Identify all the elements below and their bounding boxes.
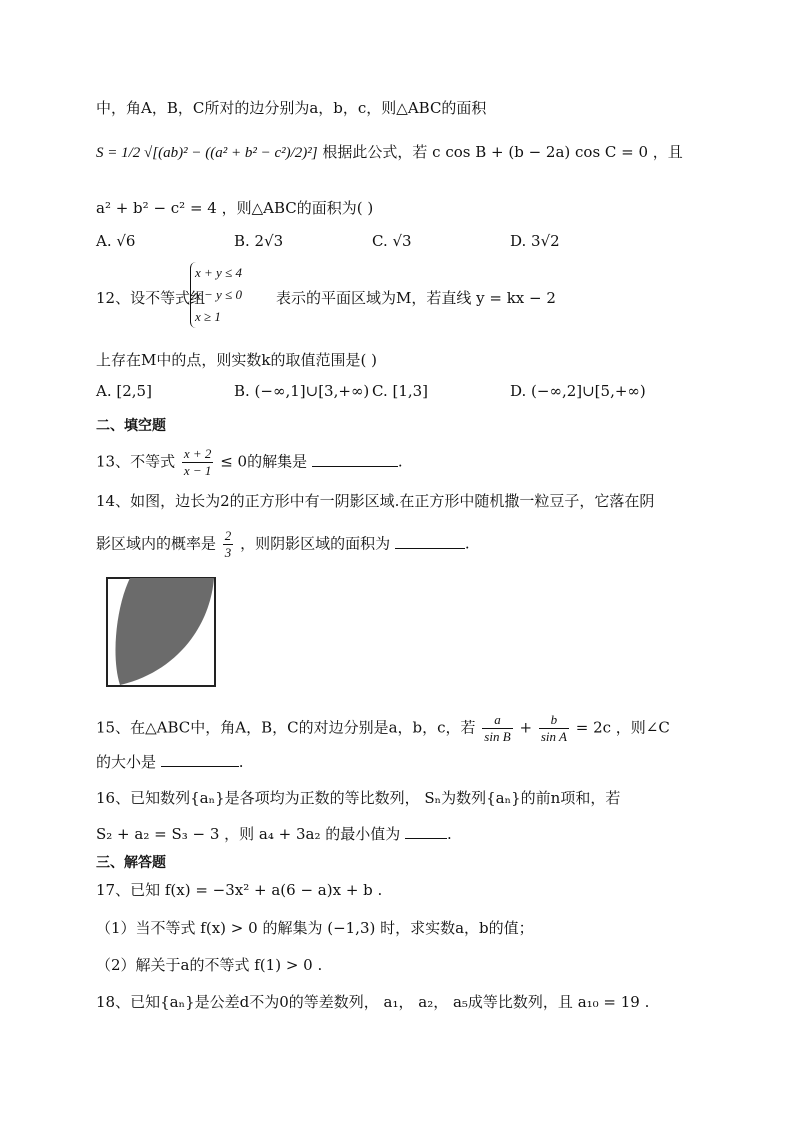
q15-pre: 15、在△ABC中，角A，B，C的对边分别是a，b，c，若: [96, 718, 476, 737]
q15-plus: +: [519, 718, 533, 737]
q13-fraction: [182, 446, 214, 479]
q14-line2: [96, 528, 470, 561]
q12-option-a: A. [2,5]: [96, 382, 152, 400]
q15-frac1-denominator: sin B: [484, 729, 511, 744]
q13-line: [96, 446, 403, 479]
q12-ineq-3: x ≥ 1: [195, 309, 221, 324]
q15-post: = 2c ，则∠C: [575, 718, 670, 737]
q13-numerator: x + 2: [183, 446, 212, 461]
q15-fraction-1: [482, 712, 512, 745]
q15-frac2-denominator: sin A: [540, 729, 567, 744]
q17-part2: （2）解关于a的不等式 f(1) > 0 .: [96, 956, 323, 974]
q11-option-c: C. √3: [372, 232, 412, 250]
q15-frac1-numerator: a: [482, 712, 512, 729]
q11-line2-tail: 根据此公式，若 c cos B + (b − 2a) cos C = 0 ，且: [322, 143, 683, 161]
q14-line2-pre: 影区域内的概率是: [96, 534, 217, 553]
q18-line1: 18、已知{aₙ}是公差d不为0的等差数列， a₁， a₂， a₅成等比数列，且 a₁₀ = 19 .: [96, 993, 650, 1011]
q12-inequality-system: [190, 262, 242, 328]
q15-frac2-numerator: b: [539, 712, 569, 729]
q14-line1: 14、如图，边长为2的正方形中有一阴影区域.在正方形中随机撒一粒豆子，它落在阴: [96, 492, 655, 510]
q12-option-d: D. (−∞,2]∪[5,+∞): [510, 382, 646, 400]
q15-line1: [96, 712, 670, 745]
q14-answer-blank[interactable]: [395, 534, 465, 549]
q15-answer-blank[interactable]: [161, 752, 239, 767]
q11-line1: 中，角A，B，C所对的边分别为a，b，c，则△ABC的面积: [96, 99, 487, 117]
q13-suffix: ≤ 0的解集是: [220, 452, 308, 471]
q15-line2: [96, 752, 244, 772]
q16-line1: 16、已知数列{aₙ}是各项均为正数的等比数列， Sₙ为数列{aₙ}的前n项和，若: [96, 789, 621, 807]
q13-prefix: 13、不等式: [96, 452, 176, 471]
q14-square-figure: [106, 577, 216, 687]
q12-prefix: 12、设不等式组: [96, 289, 206, 307]
q11-area-formula: S = 1/2 √[(ab)² − ((a² + b² − c²)/2)²]: [96, 145, 318, 161]
q12-option-b: B. (−∞,1]∪[3,+∞): [234, 382, 370, 400]
q13-answer-blank[interactable]: [312, 452, 398, 467]
q11-line3: a² + b² − c² = 4 ，则△ABC的面积为( ): [96, 199, 374, 217]
q11-option-b: B. 2√3: [234, 232, 284, 250]
q11-option-a: A. √6: [96, 232, 136, 250]
q17-line1: 17、已知 f(x) = −3x² + a(6 − a)x + b .: [96, 881, 383, 899]
q15-line2: 的大小是: [96, 753, 157, 771]
q14-numerator: 2: [224, 528, 232, 543]
q16-line2: S₂ + a₂ = S₃ − 3 ，则 a₄ + 3a₂ 的最小值为: [96, 825, 401, 843]
q15-end: .: [238, 753, 244, 771]
q16-line2-wrap: [96, 824, 452, 844]
q14-denominator: 3: [224, 545, 232, 560]
q12-ineq-1: x + y ≤ 4: [195, 265, 242, 280]
q11-formula-line: [96, 142, 683, 163]
section-fill-in-heading: 二、填空题: [96, 418, 166, 434]
section-solve-heading: 三、解答题: [96, 855, 166, 871]
q12-ineq-2: x − y ≤ 0: [195, 287, 242, 302]
q14-end: .: [464, 534, 470, 553]
q14-line2-post: ，则阴影区域的面积为: [240, 534, 391, 553]
q12-line2: 上存在M中的点，则实数k的取值范围是( ): [96, 351, 377, 369]
q16-end: .: [447, 825, 452, 843]
q13-denominator: x − 1: [183, 463, 212, 478]
q16-answer-blank[interactable]: [405, 824, 447, 839]
q17-part1: （1）当不等式 f(x) > 0 的解集为 (−1,3) 时，求实数a，b的值；: [96, 919, 534, 937]
q12-option-c: C. [1,3]: [372, 382, 429, 400]
q11-option-d: D. 3√2: [510, 232, 560, 250]
q15-fraction-2: [539, 712, 569, 745]
q14-fraction: [223, 528, 234, 561]
q13-end: .: [397, 452, 403, 471]
q12-mid: 表示的平面区域为M，若直线 y = kx − 2: [276, 289, 556, 307]
